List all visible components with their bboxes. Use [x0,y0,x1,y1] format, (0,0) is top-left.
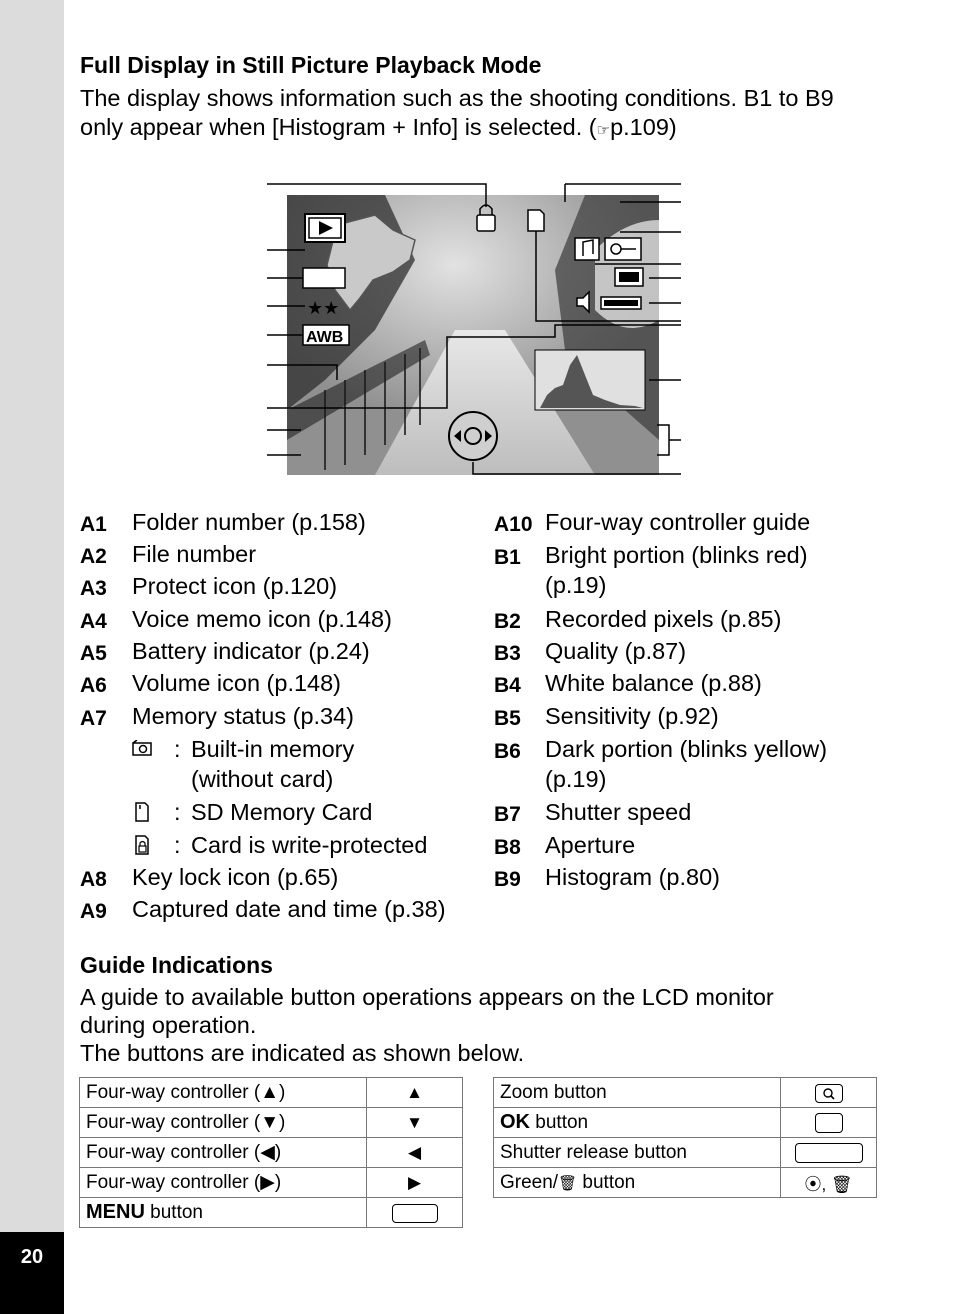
key-lock-icon [605,238,641,260]
guide-line-3: The buttons are indicated as shown below. [80,1040,525,1066]
button-name: Four-way controller (▶) [80,1168,367,1198]
table-row [80,1138,463,1168]
battery-icon [615,268,643,286]
page-number-tab [0,1232,64,1314]
button-name: Zoom button [494,1078,781,1108]
button-symbol: ▲ [367,1078,463,1108]
sd-card-icon [134,802,150,822]
button-symbol: ⦿, 🗑 [781,1168,877,1198]
button-symbol: ◀ [367,1138,463,1168]
button-name: Four-way controller (▲) [80,1078,367,1108]
quality-stars: ★★ [307,298,340,319]
voice-memo-icon [575,238,599,260]
button-name: MENU button [80,1198,367,1228]
button-name: Four-way controller (▼) [80,1108,367,1138]
menu-key-icon [392,1204,438,1223]
side-strip [0,0,64,1314]
memory-status-icon [528,210,544,231]
zoom-key-icon [815,1084,843,1103]
page-number: 20 [20,1246,44,1268]
magnifier-icon [816,1085,842,1102]
button-table-right [493,1077,877,1198]
shutter-key-icon [795,1143,863,1163]
table-row [80,1108,463,1138]
button-symbol [367,1198,463,1228]
recorded-pixels-box [303,268,345,288]
section-heading: Full Display in Still Picture Playback Mode [80,52,542,78]
white-balance-icon [303,325,349,346]
button-name: Shutter release button [494,1138,781,1168]
button-symbol [781,1138,877,1168]
guide-line-2: during operation. [80,1012,257,1038]
table-row [494,1078,877,1108]
awb-label: AWB [306,329,344,346]
table-row [80,1198,463,1228]
ok-key-icon [815,1113,843,1133]
button-symbol: ▶ [367,1168,463,1198]
table-row [494,1168,877,1198]
play-mode-icon [305,214,345,242]
button-symbol [781,1108,877,1138]
built-in-memory-icon [132,740,152,758]
playback-display-figure [265,180,685,480]
write-protected-card-icon [134,835,152,855]
button-name: Green/🗑 button [494,1168,781,1198]
button-table-left [79,1077,463,1228]
table-row [494,1108,877,1138]
button-name: OK button [494,1108,781,1138]
intro-line-2: only appear when [Histogram + Info] is selected. (☞p.109) [80,114,677,140]
button-symbol: ▼ [367,1108,463,1138]
table-row [80,1078,463,1108]
four-way-controller-guide [449,412,497,460]
guide-heading: Guide Indications [80,952,273,978]
table-row [494,1138,877,1168]
table-row [80,1168,463,1198]
button-name: Four-way controller (◀) [80,1138,367,1168]
trash-icon: 🗑 [558,1174,578,1192]
histogram-panel [535,350,645,410]
reference-icon: ☞ [596,122,611,139]
intro-line-1: The display shows information such as the shooting conditions. B1 to B9 [80,85,834,111]
button-symbol [781,1078,877,1108]
guide-paragraph [80,983,900,1067]
intro-paragraph [80,84,900,145]
guide-line-1: A guide to available button operations appears on the LCD monitor [80,984,774,1010]
